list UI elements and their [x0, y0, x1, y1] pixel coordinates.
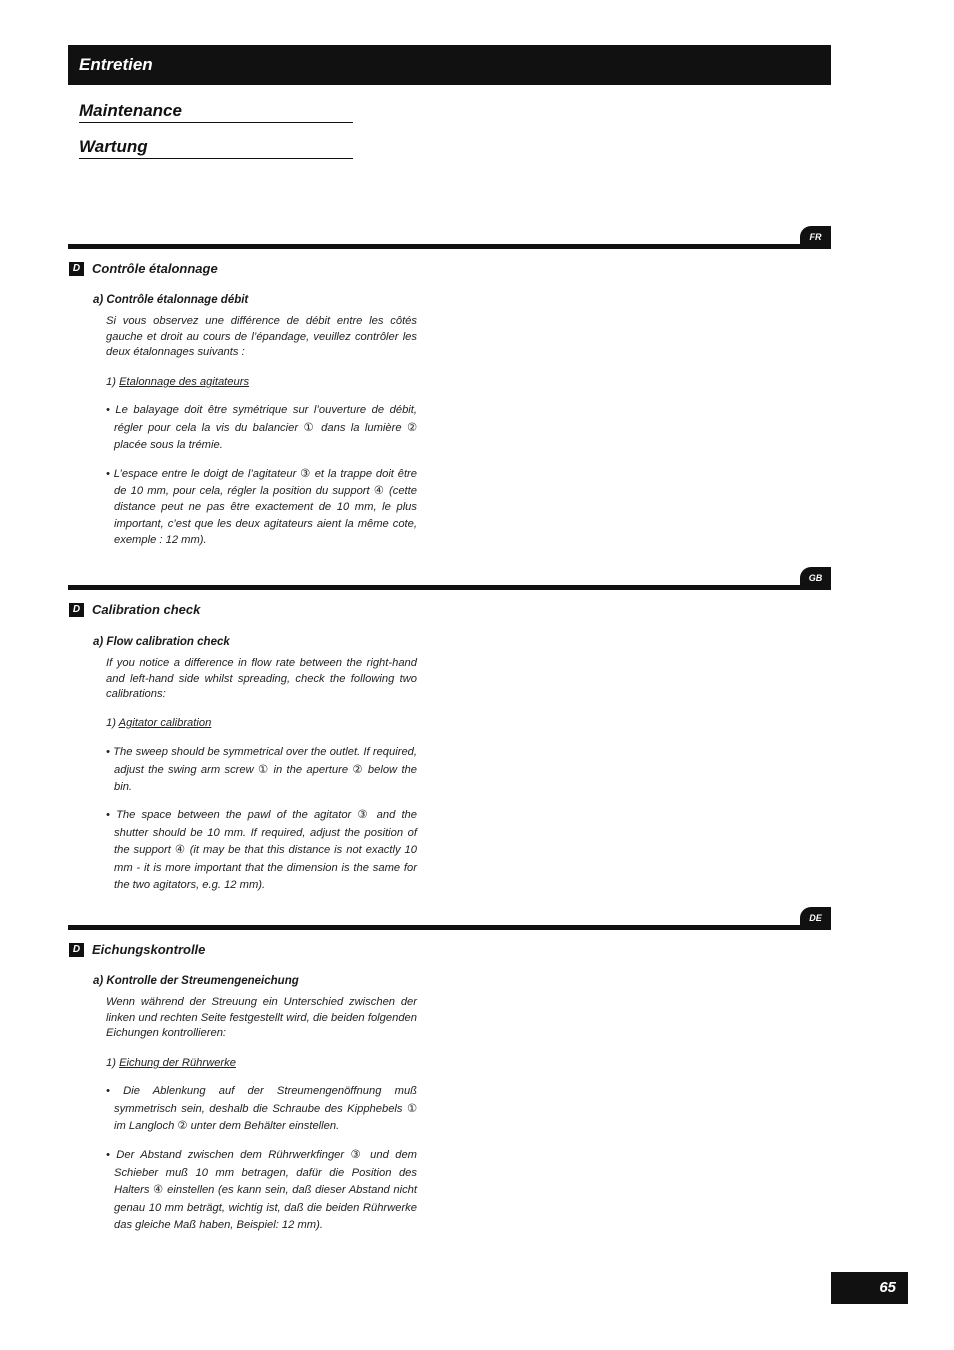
subheading: a) Flow calibration check: [93, 636, 230, 648]
section-rule: [68, 585, 831, 590]
step-label: Eichung der Rührwerke: [119, 1057, 236, 1069]
section-rule: [68, 925, 831, 930]
lang-tab-gb: GB: [800, 567, 831, 589]
step-number: 1): [106, 717, 116, 729]
section-heading: [69, 942, 205, 957]
step-line: [106, 376, 249, 388]
step-line: [106, 1057, 236, 1069]
section-title: Contrôle étalonnage: [92, 261, 218, 276]
subtitle-wartung: Wartung: [79, 137, 353, 159]
subtitle-maintenance: Maintenance: [79, 101, 353, 123]
section-marker: D: [69, 262, 84, 276]
subheading: a) Kontrolle der Streumengeneichung: [93, 975, 299, 987]
intro-paragraph: Wenn während der Streuung ein Unterschied zwischen der linken und rechten Seite festgestellt wird, die beiden folgenden Eichungen kontrollieren:: [106, 996, 417, 1039]
step-label: Agitator calibration: [118, 717, 212, 729]
step-label: Etalonnage des agitateurs: [119, 376, 250, 388]
intro-paragraph: If you notice a difference in flow rate between the right-hand and left-hand side whilst spreading, check the following two calibrations:: [106, 657, 417, 700]
step-number: 1): [106, 1057, 116, 1069]
bullet-item: • The space between the pawl of the agitator ③ and the shutter should be 10 mm. If required, adjust the position of the support ④ (it may be that this distance is not exactly 10 mm - it is more important that the dimension is the same for the two agitators, e.g. 12 mm).: [106, 809, 417, 891]
bullet-item: • The sweep should be symmetrical over the outlet. If required, adjust the swing arm screw ① in the aperture ② below the bin.: [106, 746, 417, 793]
step-line: [106, 717, 211, 729]
section-title: Eichungskontrolle: [92, 942, 206, 957]
section-heading: [69, 602, 200, 617]
chapter-header: Entretien: [68, 45, 831, 85]
section-title: Calibration check: [92, 602, 201, 617]
section-heading: [69, 261, 218, 276]
page-number: 65: [831, 1272, 908, 1304]
bullet-item: • Die Ablenkung auf der Streumengenöffnung muß symmetrisch sein, deshalb die Schraube des Kipphebels ① im Langloch ② unter dem Behälter einstellen.: [106, 1085, 417, 1132]
step-number: 1): [106, 376, 116, 388]
bullet-item: • Le balayage doit être symétrique sur l’ouverture de débit, régler pour cela la vis du balancier ① dans la lumière ② placée sous la trémie.: [106, 404, 417, 451]
section-marker: D: [69, 603, 84, 617]
subheading: a) Contrôle étalonnage débit: [93, 294, 249, 306]
section-rule: [68, 244, 831, 249]
bullet-item: • L’espace entre le doigt de l’agitateur ③ et la trappe doit être de 10 mm, pour cela, régler la position du support ④ (cette distance peut ne pas être exactement de 10 mm, le plus important, c’est que les deux agitateurs aient la même cote, exemple : 12 mm).: [106, 468, 417, 546]
lang-tab-fr: FR: [800, 226, 831, 248]
lang-tab-de: DE: [800, 907, 831, 929]
bullet-item: • Der Abstand zwischen dem Rührwerkfinger ③ und dem Schieber muß 10 mm betragen, dafür die Position des Halters ④ einstellen (es kann sein, daß dieser Abstand nicht genau 10 mm beträgt, wichtig ist, daß die beiden Rührwerke das gleiche Maß haben, Beispiel: 12 mm).: [106, 1149, 417, 1231]
intro-paragraph: Si vous observez une différence de débit entre les côtés gauche et droit au cours de l’épandage, veuillez contrôler les deux étalonnages suivants :: [106, 315, 417, 358]
section-marker: D: [69, 943, 84, 957]
